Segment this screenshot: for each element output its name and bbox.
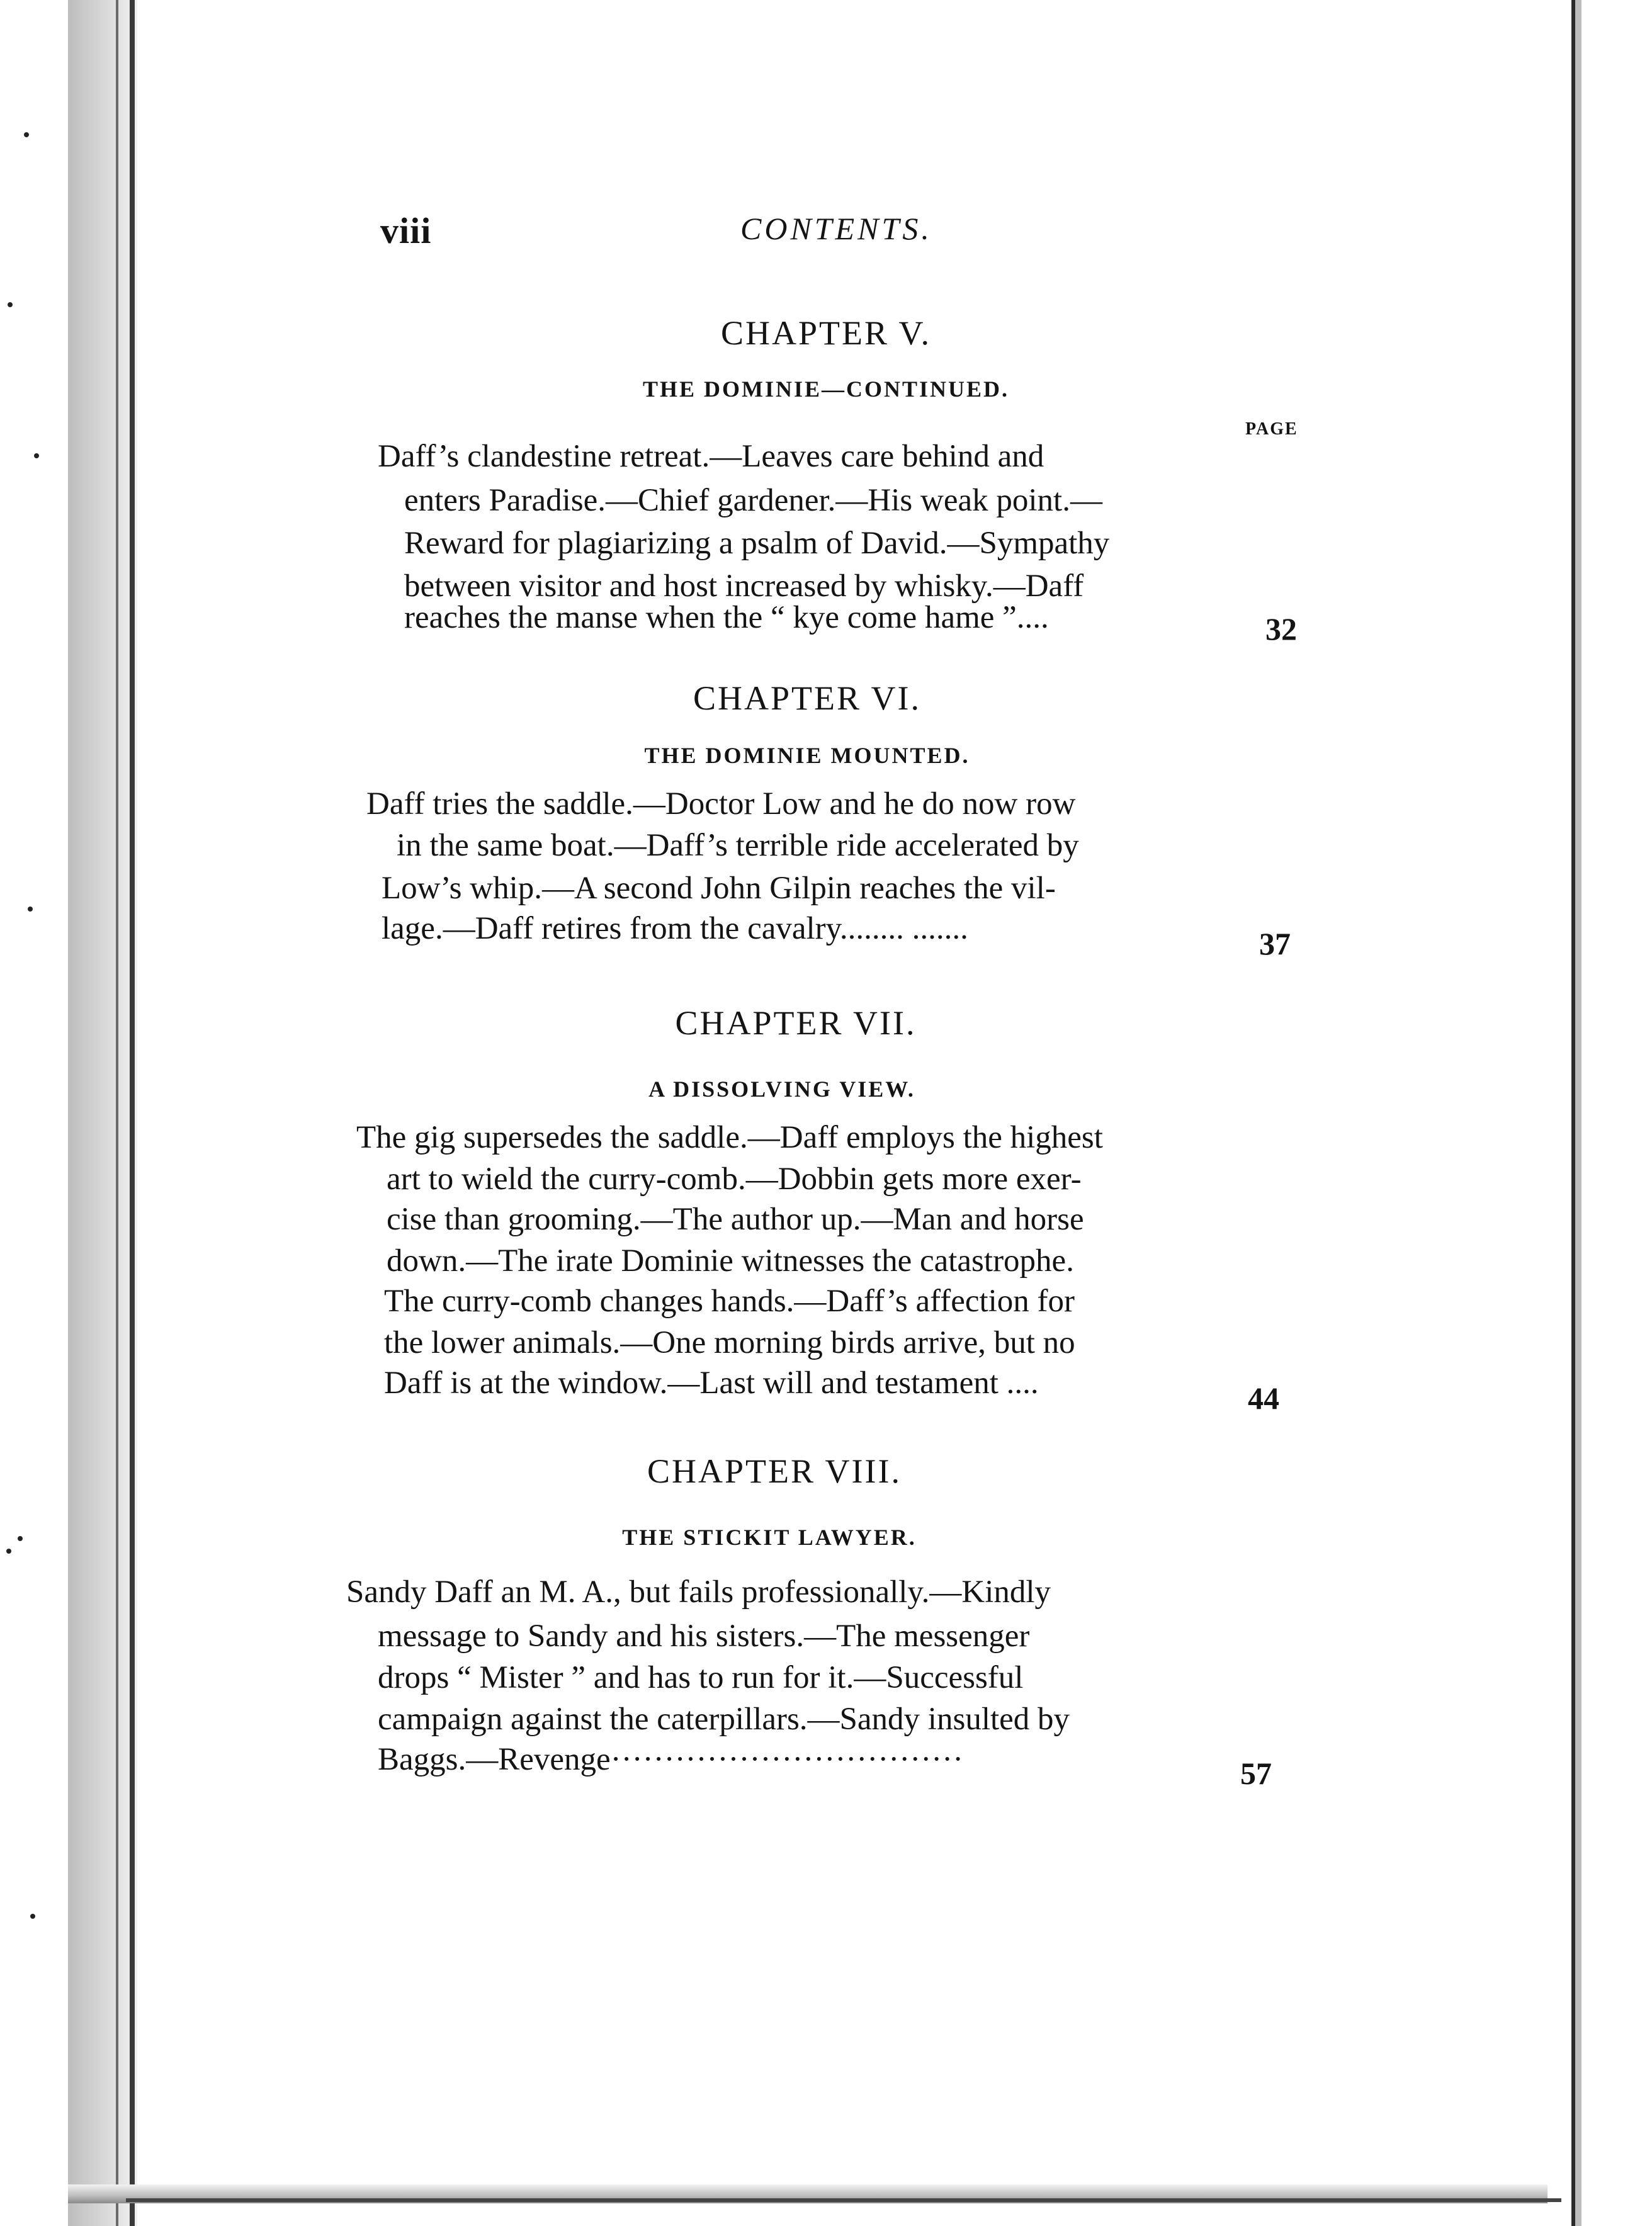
summary-line: the lower animals.—One morning birds arrive, but no (384, 1325, 1075, 1360)
summary-line: Daff tries the saddle.—Doctor Low and he do now row (366, 786, 1076, 822)
scan-speck (34, 453, 39, 458)
chapter-heading: CHAPTER VI. (693, 679, 922, 717)
summary-line: The gig supersedes the saddle.—Daff employs the highest (356, 1120, 1103, 1155)
summary-line: in the same boat.—Daff’s terrible ride accelerated by (397, 828, 1079, 863)
summary-line: Daff’s clandestine retreat.—Leaves care behind and (378, 439, 1044, 474)
summary-line: lage.—Daff retires from the cavalry........ ....... (382, 911, 968, 946)
scan-speck (30, 1914, 35, 1919)
scan-speck (24, 132, 29, 137)
page-ref: 37 (1259, 926, 1291, 961)
summary-line: cise than grooming.—The author up.—Man and horse (387, 1202, 1084, 1237)
summary-line: message to Sandy and his sisters.—The messenger (378, 1619, 1030, 1654)
scan-speck (8, 302, 13, 307)
page-ref: 32 (1265, 611, 1297, 647)
summary-line: Sandy Daff an M. A., but fails professionally.—Kindly (346, 1574, 1051, 1610)
chapter-subtitle: A DISSOLVING VIEW. (648, 1076, 915, 1102)
summary-line: reaches the manse when the “ kye come hame ”.... (404, 600, 1049, 635)
summary-line: Daff is at the window.—Last will and testament .... (384, 1365, 1039, 1401)
page-column-label: PAGE (1245, 419, 1298, 439)
summary-line: Low’s whip.—A second John Gilpin reaches the vil- (382, 871, 1056, 906)
summary-line: enters Paradise.—Chief gardener.—His weak point.— (404, 483, 1102, 518)
chapter-heading: CHAPTER V. (720, 314, 932, 352)
summary-line: campaign against the caterpillars.—Sandy insulted by (378, 1702, 1070, 1737)
summary-line: art to wield the curry-comb.—Dobbin gets more exer- (387, 1161, 1082, 1197)
chapter-subtitle: THE DOMINIE—CONTINUED. (642, 376, 1010, 402)
page-bottom-edge (126, 2198, 1561, 2202)
summary-line: Baggs.—Revenge································· (378, 1742, 964, 1777)
running-title: CONTENTS. (740, 211, 932, 246)
summary-line: The curry-comb changes hands.—Daff’s affection for (384, 1284, 1075, 1319)
page-number: viii (380, 210, 432, 251)
summary-line: Reward for plagiarizing a psalm of David.—Sympathy (404, 526, 1110, 561)
chapter-heading: CHAPTER VII. (675, 1004, 917, 1042)
chapter-subtitle: THE DOMINIE MOUNTED. (644, 743, 970, 768)
page-ref: 44 (1248, 1381, 1279, 1416)
scan-speck (28, 907, 33, 912)
chapter-heading: CHAPTER VIII. (647, 1452, 902, 1490)
summary-line: between visitor and host increased by whisky.—Daff (404, 568, 1084, 604)
scan-speck (6, 1549, 11, 1554)
chapter-subtitle: THE STICKIT LAWYER. (622, 1525, 917, 1550)
summary-line: drops “ Mister ” and has to run for it.—Successful (378, 1660, 1024, 1695)
page-ref: 57 (1240, 1756, 1272, 1791)
summary-line: down.—The irate Dominie witnesses the catastrophe. (387, 1243, 1074, 1279)
